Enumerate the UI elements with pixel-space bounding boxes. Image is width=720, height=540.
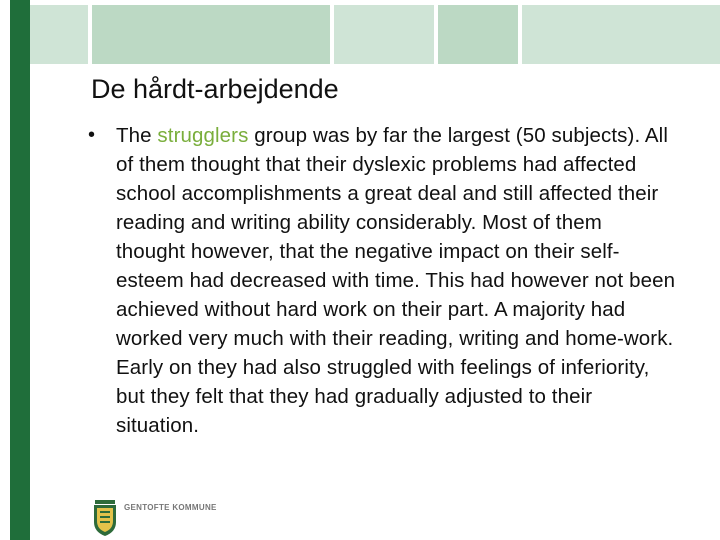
bullet-text [116,121,676,440]
bullet-text-post: group was by far the largest (50 subjects). All of them thought that their dyslexic problems had affected school accomplishments a great deal and still affected their reading and writing ability considerably. Most of them thought however, that the negative impact on their self-esteem had decreased with time. This had however not been achieved without hard work on their part. A majority had worked very much with their reading, writing and home-work. Early on they had also struggled with feelings of inferiority, but they felt that they had gradually adjusted to their situation. [116,124,676,437]
header-block [334,5,434,64]
header-block [522,5,720,64]
bullet-text-pre: The [116,124,158,147]
highlighted-term: strugglers [157,124,249,147]
brand-name: GENTOFTE KOMMUNE [124,503,217,512]
header-block [30,5,88,64]
slide-body [88,121,688,440]
footer-logo [92,500,217,536]
bullet-marker: • [88,124,96,146]
header-block [438,5,518,64]
slide-title: De hårdt-arbejdende [91,74,339,104]
header-decoration [30,0,720,64]
header-block [92,5,330,64]
coat-of-arms-icon [92,500,118,536]
left-accent-bar [10,0,30,540]
bullet-item [88,121,688,440]
